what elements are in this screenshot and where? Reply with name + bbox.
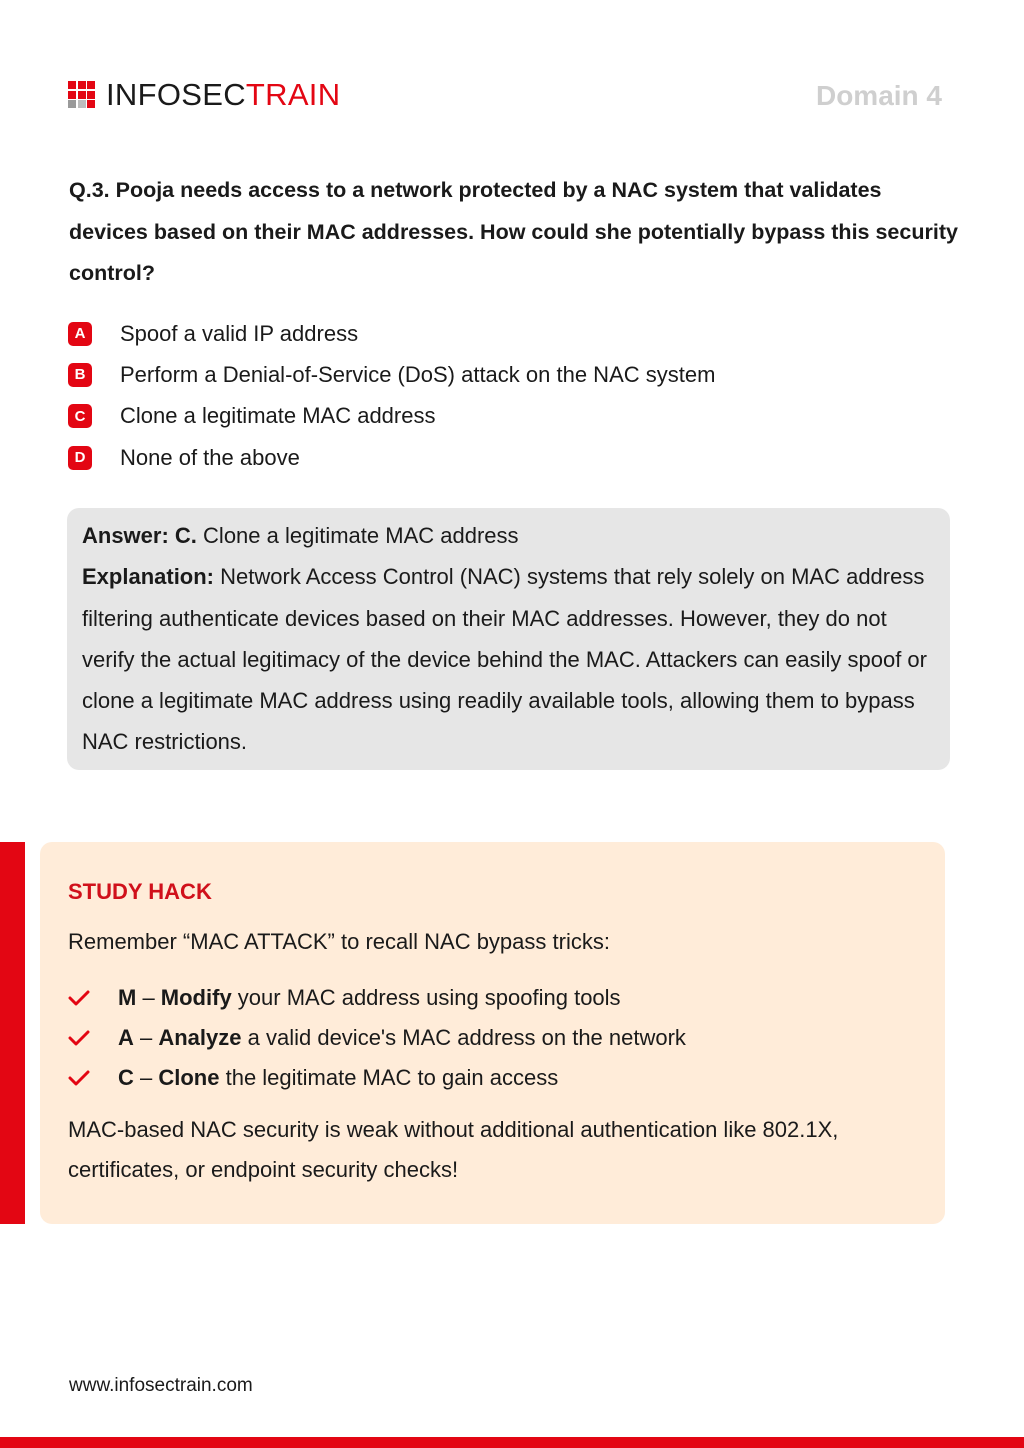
answer-options — [68, 313, 715, 478]
answer-label: Answer: C. — [82, 523, 197, 548]
item-keyword: Modify — [160, 985, 232, 1010]
explanation-label: Explanation: — [82, 564, 215, 590]
explanation-text: Network Access Control (NAC) systems that rely solely on MAC address filtering authenticate devices based on their MAC addresses. However, they do not verify the actual legitimacy of the device behind the MAC. Attackers can easily spoof or clone a legitimate MAC address using readily available tools, allowing them to bypass NAC restrictions. — [82, 564, 927, 755]
option-a — [68, 313, 715, 354]
item-keyword: Clone — [158, 1065, 220, 1090]
item-rest: the legitimate MAC to gain access — [219, 1065, 559, 1090]
study-hack-box — [40, 842, 945, 1224]
item-letter: M — [118, 985, 137, 1010]
study-hack-item-a — [68, 1018, 917, 1058]
answer-text: Clone a legitimate MAC address — [203, 523, 519, 548]
study-hack-item-text — [118, 1065, 558, 1091]
study-hack-accent-bar — [0, 842, 25, 1224]
logo-grid-icon — [68, 81, 95, 108]
option-c — [68, 396, 715, 437]
option-b-badge: B — [68, 363, 92, 387]
footer-accent-bar — [0, 1437, 1024, 1448]
item-dash: – — [133, 1025, 159, 1050]
item-dash: – — [136, 985, 161, 1010]
study-hack-title: STUDY HACK — [68, 879, 212, 904]
brand-name — [106, 79, 340, 110]
brand-name-strong: INFOSEC — [106, 77, 246, 112]
option-c-badge: C — [68, 404, 92, 428]
item-rest: your MAC address using spoofing tools — [231, 985, 621, 1010]
option-b-text: Perform a Denial-of-Service (DoS) attack on the NAC system — [120, 361, 716, 387]
checkmark-icon — [68, 987, 90, 1009]
study-hack-item-c — [68, 1058, 917, 1098]
checkmark-icon — [68, 1067, 90, 1089]
item-dash: – — [133, 1065, 159, 1090]
item-letter: A — [118, 1025, 134, 1050]
explanation — [82, 556, 936, 762]
item-rest: a valid device's MAC address on the network — [241, 1025, 686, 1050]
study-hack-intro: Remember “MAC ATTACK” to recall NAC bypass tricks: — [68, 929, 610, 954]
item-keyword: Analyze — [158, 1025, 242, 1050]
option-a-badge: A — [68, 322, 92, 346]
item-letter: C — [118, 1065, 134, 1090]
study-hack-outro: MAC-based NAC security is weak without additional authentication like 802.1X, certificates, or endpoint security checks! — [68, 1117, 839, 1182]
study-hack-item-text — [118, 1025, 686, 1051]
option-d-text: None of the above — [120, 444, 300, 470]
brand-name-light: TRAIN — [245, 77, 341, 112]
domain-label: Domain 4 — [815, 80, 942, 111]
brand-logo — [68, 79, 340, 110]
option-c-text: Clone a legitimate MAC address — [120, 403, 436, 429]
option-a-text: Spoof a valid IP address — [120, 320, 359, 346]
option-d — [68, 437, 715, 478]
footer-website-link[interactable]: www.infosectrain.com — [69, 1375, 253, 1396]
study-hack-item-text — [118, 985, 621, 1011]
study-hack-item-m — [68, 978, 917, 1018]
study-hack-list — [68, 978, 917, 1098]
answer-box — [67, 508, 950, 770]
answer-line — [82, 515, 936, 556]
option-d-badge: D — [68, 446, 92, 470]
question-text: Q.3. Pooja needs access to a network protected by a NAC system that validates devices based on their MAC addresses. How could she potentially bypass this security control? — [69, 178, 958, 285]
checkmark-icon — [68, 1027, 90, 1049]
option-b — [68, 354, 715, 395]
